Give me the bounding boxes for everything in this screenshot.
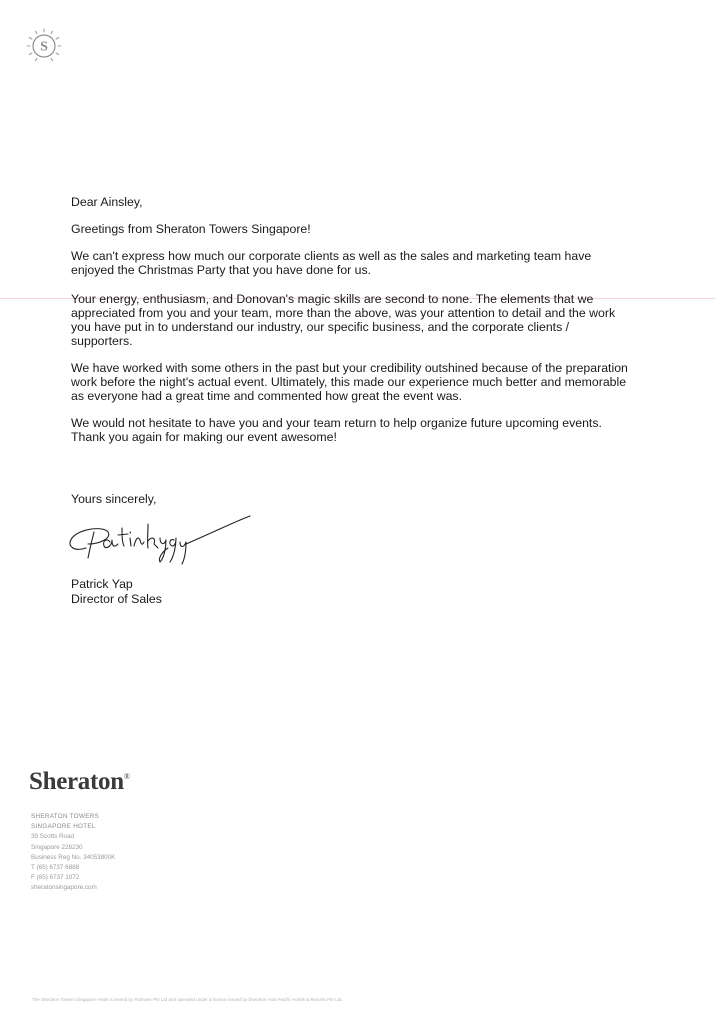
trademark-symbol: ® bbox=[123, 772, 130, 781]
paragraph-energy: Your energy, enthusiasm, and Donovan's magic skills are second to none. The elements that we appreciated from you and your team, more than the above, was your attention to detail and the work you have put in to understand our industry, our specific business, and the corporate clients / supporters. bbox=[71, 292, 616, 348]
sheraton-seal-logo bbox=[24, 26, 64, 66]
paragraph-future: We would not hesitate to have you and your team return to help organize future upcoming events. Thank you again for making our event awesome! bbox=[71, 416, 602, 444]
address-line-1: SHERATON TOWERS bbox=[31, 813, 100, 820]
address-line-2: SINGAPORE HOTEL bbox=[31, 823, 96, 831]
hotel-address bbox=[31, 812, 115, 894]
address-line-5: Business Reg No. 34053800K bbox=[31, 853, 116, 861]
paragraph-credibility: We have worked with some others in the past but your credibility outshined because of the preparation work before the night's actual event. Ultimately, this made our experience much better and memorable as everyone had a great time and commented how great the event was. bbox=[71, 361, 628, 403]
footer-legal-note: The Sheraton Towers Singapore Hotel is owned by Richvein Pte Ltd and operated under a licence issued by Sheraton Asia Pacific Hotels & Resorts Pte Ltd. bbox=[32, 997, 343, 1002]
signer-block bbox=[71, 577, 162, 606]
paragraph-greeting: Greetings from Sheraton Towers Singapore! bbox=[71, 222, 311, 236]
logo-letter: S bbox=[40, 39, 48, 55]
salutation: Dear Ainsley, bbox=[71, 195, 143, 209]
address-line-3: 39 Scotts Road bbox=[31, 833, 75, 841]
closing: Yours sincerely, bbox=[71, 492, 157, 506]
phone-number: T (65) 6737 6888 bbox=[31, 864, 80, 872]
website-link[interactable]: sheratonsingapore.com bbox=[31, 884, 97, 892]
fax-number: F (65) 6737 1072 bbox=[31, 874, 80, 882]
address-line-4: Singapore 228230 bbox=[31, 843, 83, 851]
paragraph-appreciation: We can't express how much our corporate clients as well as the sales and marketing team have enjoyed the Christmas Party that you have done for us. bbox=[71, 249, 592, 277]
letter-body bbox=[71, 195, 631, 457]
signer-title: Director of Sales bbox=[71, 591, 162, 606]
signature-text: Patrick Yap bbox=[64, 508, 70, 509]
sheraton-wordmark bbox=[29, 768, 130, 796]
signer-name: Patrick Yap bbox=[71, 577, 133, 591]
handwritten-signature bbox=[64, 508, 254, 566]
brand-name: Sheraton bbox=[29, 768, 124, 795]
